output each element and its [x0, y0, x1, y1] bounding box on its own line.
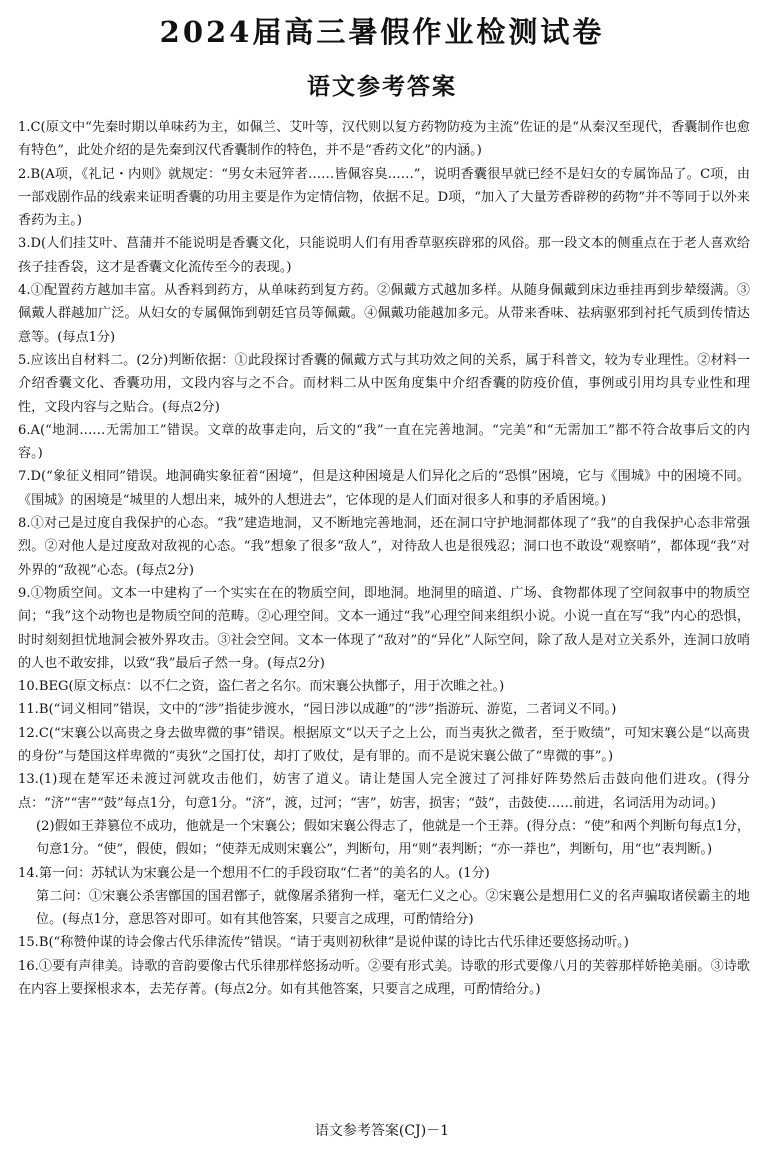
- answer-text: ①物质空间。文本一中建构了一个实实在在的物质空间，即地洞。地洞里的暗道、广场、食物都体现了空间叙事中的物质空间；“我”这个动物也是物质空间的范畴。②心理空间。文本一通过“我”心理空间来组织小说。小说一直在写“我”内心的恐惧，时时刻刻担忧地洞会被外界攻击。③社会空间。文本一体现了“敌对”的“异化”人际空间，除了敌人是对立关系外，连洞口放哨的人也不敢安排，以致“我”最后孑然一身。(每点2分): [18, 585, 750, 671]
- answer-item-1: [18, 116, 750, 163]
- answers-list: [18, 116, 750, 1001]
- answer-text: C(“宋襄公以高贵之身去做卑微的事”错误。根据原文“以天子之上公，而当夷狄之微者，至于败绩”，可知宋襄公是“以高贵的身份”与楚国这样卑微的“夷狄”之国打仗，却打了败仗，是有罪的。而不是说宋襄公做了“卑微的事”。): [18, 725, 750, 765]
- answer-item-9: [18, 582, 750, 675]
- answer-number: 12.: [18, 725, 39, 741]
- answer-item-8: [18, 512, 750, 582]
- answer-text: A(“地洞……无需加工”错误。文章的故事走向，后文的“我”一直在完善地洞。“完美”和“无需加工”都不符合故事后文的内容。): [18, 422, 750, 462]
- answer-text: 第一问：苏轼认为宋襄公是一个想用不仁的手段窃取“仁者”的美名的人。(1分): [38, 865, 490, 881]
- answer-text: BEG(原文标点：以不仁之资，盗仁者之名尔。而宋襄公执鄫子，用于次睢之社。): [38, 679, 505, 695]
- answer-number: 5.: [18, 352, 31, 368]
- answer-item-3: [18, 232, 750, 279]
- answer-number: 4.: [18, 283, 31, 299]
- answer-item-11: [18, 698, 750, 721]
- answer-item-15: [18, 931, 750, 954]
- page-footer: 语文参考答案(CJ)－1: [314, 1123, 450, 1139]
- answer-item-13: [18, 768, 750, 815]
- answer-item-6: [18, 419, 750, 466]
- answer-number: 15.: [18, 935, 39, 951]
- answer-number: 16.: [18, 958, 39, 974]
- answer-text: 应该出自材料二。(2分)判断依据：①此段探讨香囊的佩戴方式与其功效之间的关系，属于科普文，较为专业理性。②材料一介绍香囊文化、香囊功用，文段内容与之不合。而材料二从中医角度集中介绍香囊的防疫价值，事例或引用均具专业性和理性，文段内容与之贴合。(每点2分): [18, 352, 750, 415]
- answer-text: D(人们挂艾叶、菖蒲并不能说明是香囊文化，只能说明人们有用香草驱疾辟邪的风俗。那一段文本的侧重点在于老人喜欢给孩子挂香袋，这才是香囊文化流传至今的表现。): [18, 236, 750, 275]
- answer-text: ①要有声律美。诗歌的音韵要像古代乐律那样悠扬动听。②要有形式美。诗歌的形式要像八月的芙蓉那样娇艳美丽。③诗歌在内容上要探根求本，去芜存菁。(每点2分。如有其他答案，只要言之成理，可酌情给分。): [18, 958, 750, 997]
- answer-item-16: [18, 955, 750, 1002]
- page-title: 2024届高三暑假作业检测试卷: [159, 15, 605, 49]
- answer-item-4: [18, 279, 750, 349]
- answer-number: 14.: [18, 865, 39, 881]
- answer-item-5: [18, 349, 750, 419]
- answer-number: 10.: [18, 679, 39, 695]
- answer-item-14-part-2: 第二问：①宋襄公杀害鄫国的国君鄫子，就像屠杀猪狗一样，毫无仁义之心。②宋襄公是想用仁义的名声骗取诸侯霸主的地位。(每点1分，意思答对即可。如有其他答案，只要言之成理，可酌情给分): [36, 888, 750, 928]
- answer-text: B(“词义相同”错误，文中的“涉”指徒步渡水，“园日涉以成趣”的“涉”指游玩、游览，二者词义不同。): [38, 702, 617, 718]
- answer-item-13-part-2: (2)假如王莽篡位不成功，他就是一个宋襄公；假如宋襄公得志了，他就是一个王莽。(得分点：“使”和两个判断句每点1分，句意1分。“使”，假使，假如；“使莽无成则宋襄公”，判断句，用“则”表判断；“亦一莽也”，判断句，用“也”表判断。): [36, 818, 750, 858]
- answer-number: 13.: [18, 772, 39, 788]
- answer-item-7: [18, 465, 750, 512]
- answer-item-2: [18, 163, 750, 233]
- answer-text: B(“称赞仲谋的诗会像古代乐律流传”错误。“请于夷则初秋律”是说仲谋的诗比古代乐律还要悠扬动听。): [38, 935, 629, 951]
- answer-number: 1.: [18, 120, 31, 135]
- answer-number: 8.: [18, 516, 31, 532]
- answer-number: 2.: [18, 166, 31, 182]
- answer-number: 6.: [18, 422, 31, 438]
- answer-text: (1)现在楚军还未渡过河就攻击他们，妨害了道义。请让楚国人完全渡过了河排好阵势然后击鼓向他们进攻。(得分点：“济”“害”“鼓”每点1分，句意1分。“济”，渡，过河；“害”，妨害，损害；“鼓”，击鼓使……前进，名词活用为动词。): [18, 772, 750, 811]
- answer-item-10: [18, 675, 750, 698]
- answer-number: 9.: [18, 585, 31, 601]
- answer-number: 7.: [18, 469, 31, 485]
- answer-item-14: [18, 862, 750, 885]
- page-subtitle: 语文参考答案: [307, 73, 457, 100]
- answer-text: C(原文中“先秦时期以单味药为主，如佩兰、艾叶等，汉代则以复方药物防疫为主流”佐证的是“从秦汉至现代，香囊制作也愈有特色”，此处介绍的是先秦到汉代香囊制作的特色，并不是“香药文化”的内涵。): [18, 120, 750, 159]
- answer-text: ①配置药方越加丰富。从香料到药方，从单味药到复方药。②佩戴方式越加多样。从随身佩戴到床边垂挂再到步辇缀满。③佩戴人群越加广泛。从妇女的专属佩饰到朝廷官员等佩戴。④佩戴功能越加多元。从带来香味、祛病驱邪到衬托气质到传情达意等。(每点1分): [18, 283, 750, 345]
- answer-number: 11.: [18, 702, 39, 718]
- answer-item-12: [18, 722, 750, 769]
- answer-text: D(“象征义相同”错误。地洞确实象征着“困境”，但是这种困境是人们异化之后的“恐惧”困境，它与《围城》中的困境不同。《围城》的困境是“城里的人想出来，城外的人想进去”，它体现的是人们面对很多人和事的矛盾困境。): [18, 469, 750, 508]
- answer-text: ①对己是过度自我保护的心态。“我”建造地洞，又不断地完善地洞，还在洞口守护地洞都体现了“我”的自我保护心态非常强烈。②对他人是过度敌对敌视的心态。“我”想象了很多“敌人”，对待敌人也是很残忍；洞口也不敢设“观察哨”，都体现“我”对外界的“敌视”心态。(每点2分): [18, 516, 750, 578]
- answer-number: 3.: [18, 236, 31, 252]
- answer-text: B(A项，《礼记・内则》就规定：“男女未冠笄者……皆佩容臭……”，说明香囊很早就已经不是妇女的专属饰品了。C项，由一部戏剧作品的线索来证明香囊的功用主要是作为定情信物，依据不足。D项，“加入了大量芳香辟秽的药物”并不等同于以外来香药为主。): [18, 166, 750, 229]
